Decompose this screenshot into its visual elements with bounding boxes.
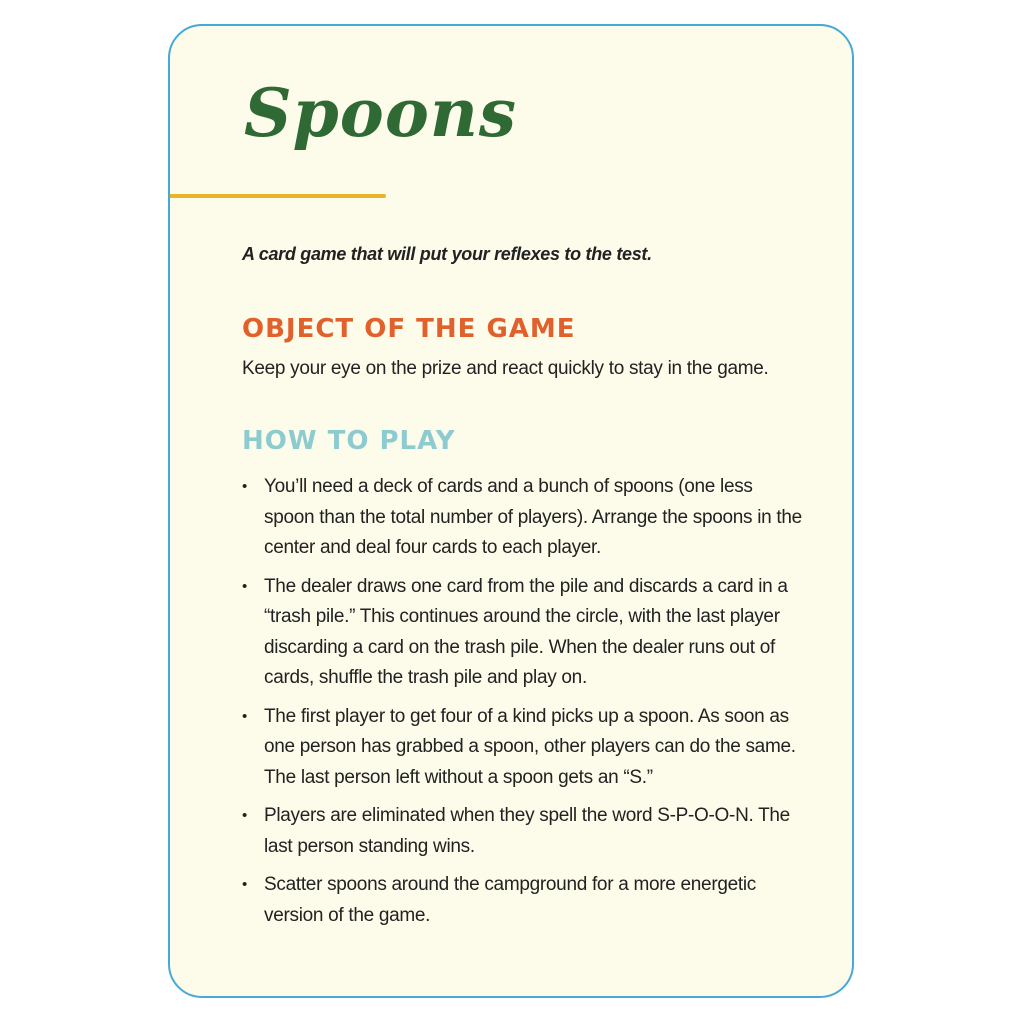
- object-heading: OBJECT OF THE GAME: [242, 314, 576, 344]
- game-card: [168, 24, 854, 998]
- step-text: Players are eliminated when they spell the word S-P-O-O-N. The last person standing wins.: [264, 805, 790, 857]
- list-item: [242, 572, 802, 694]
- title-underline: [170, 194, 386, 198]
- object-text: Keep your eye on the prize and react quickly to stay in the game.: [242, 358, 769, 379]
- how-to-play-heading: HOW TO PLAY: [242, 426, 456, 456]
- bullet-icon: •: [242, 707, 247, 725]
- step-text: The dealer draws one card from the pile and discards a card in a “trash pile.” This continues around the circle, with the last player discarding a card on the trash pile. When the dealer runs out of cards, shuffle the trash pile and play on.: [264, 575, 788, 688]
- card-title: Spoons: [244, 74, 517, 152]
- steps-list: [242, 472, 802, 939]
- bullet-icon: •: [242, 807, 247, 824]
- list-item: [242, 472, 802, 564]
- step-text: You’ll need a deck of cards and a bunch of spoons (one less spoon than the total number of players). Arrange the spoons in the center and deal four cards to each player.: [264, 476, 802, 558]
- list-item: [242, 801, 802, 862]
- bullet-icon: •: [242, 577, 247, 595]
- step-text: Scatter spoons around the campground for a more energetic version of the game.: [264, 874, 756, 926]
- bullet-icon: •: [242, 876, 247, 893]
- list-item: [242, 702, 802, 794]
- bullet-icon: •: [242, 478, 247, 495]
- tagline: A card game that will put your reflexes to the test.: [242, 244, 652, 264]
- step-text: The first player to get four of a kind picks up a spoon. As soon as one person has grabbed a spoon, other players can do the same. The last person left without a spoon gets an “S.”: [264, 705, 796, 788]
- list-item: [242, 870, 802, 931]
